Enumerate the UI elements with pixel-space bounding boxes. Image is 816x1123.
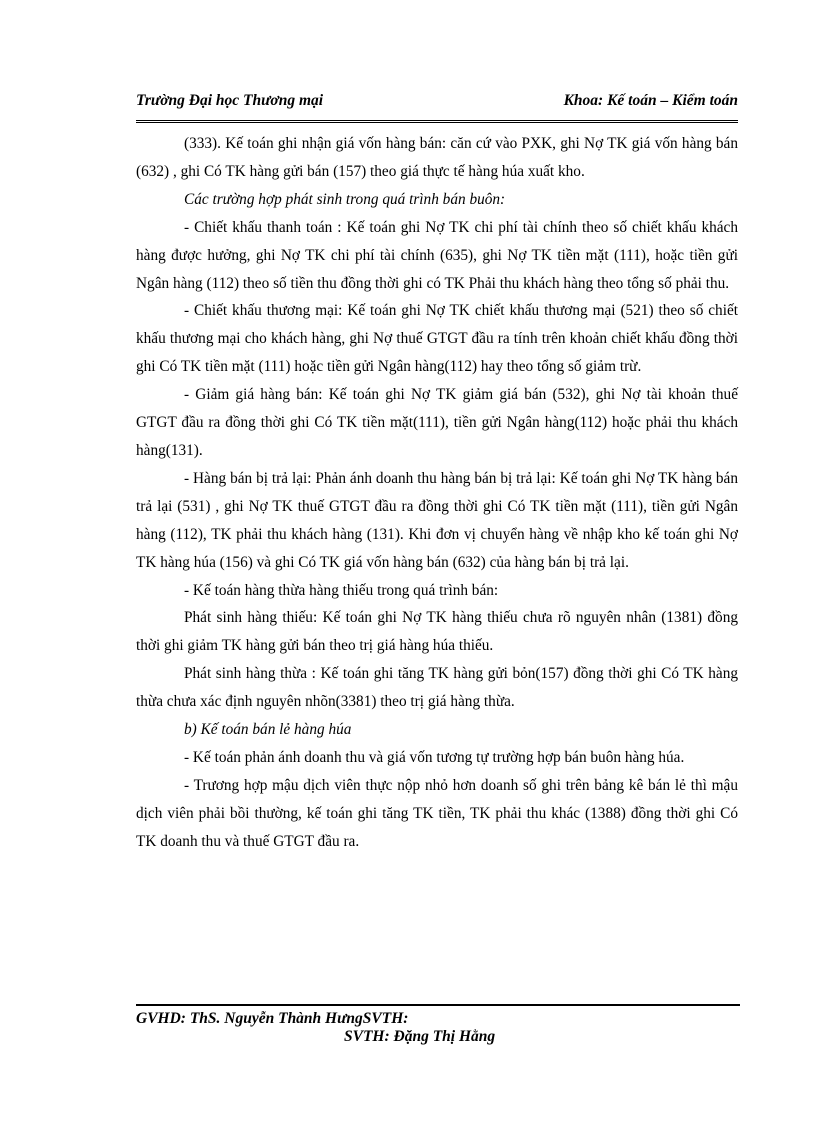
footer-supervisor: GVHD: ThS. Nguyễn Thành HưngSVTH:: [136, 1010, 409, 1027]
section-heading-retail: b) Kế toán bán lẻ hàng húa: [184, 721, 352, 739]
paragraph-payment-discount: - Chiết khấu thanh toán : Kế toán ghi Nợ TK chi phí tài chính theo số chiết khấu khách hàng được hưởng, ghi Nợ TK chi phí tài chính (635), ghi Nợ TK tiền mặt (111), hoặc tiền gửi Ngân hàng (112) theo số tiền thu đồng thời ghi có TK Phải thu khách hàng theo tổng số phải thu.: [136, 218, 738, 292]
paragraph-retail-shortfall: - Trương hợp mậu dịch viên thực nộp nhỏ hơn doanh số ghi trên bảng kê bán lẻ thì mậu dịch viên phải bồi thường, kế toán ghi tăng TK tiền, TK phải thu khác (1388) đồng thời ghi Có TK doanh thu và thuế GTGT đầu ra.: [136, 776, 738, 850]
header-faculty: Khoa: Kế toán – Kiểm toán: [563, 92, 738, 109]
footer-student: SVTH: Đặng Thị Hằng: [344, 1028, 496, 1045]
paragraph-trade-discount: - Chiết khấu thương mại: Kế toán ghi Nợ TK chiết khấu thương mại (521) theo số chiết khấu thương mại cho khách hàng, ghi Nợ thuế GTGT đầu ra tính trên khoản chiết khấu đồng thời ghi Có TK tiền mặt (111) hoặc tiền gửi Ngân hàng(112) hay theo tổng số giảm trừ.: [136, 302, 738, 376]
footer-divider: [136, 1004, 740, 1006]
paragraph-retail-revenue: - Kế toán phản ánh doanh thu và giá vốn tương tự trường hợp bán buôn hàng húa.: [184, 748, 685, 766]
paragraph-continuation: (333). Kế toán ghi nhận giá vốn hàng bán: căn cứ vào PXK, ghi Nợ TK giá vốn hàng bán (632) , ghi Có TK hàng gửi bán (157) theo giá thực tế hàng húa xuất kho.: [136, 135, 738, 180]
paragraph-surplus: Phát sinh hàng thừa : Kế toán ghi tăng TK hàng gửi bỏn(157) đồng thời ghi Có TK hàng thừa chưa xác định nguyên nhõn(3381) theo trị giá hàng thừa.: [136, 665, 738, 711]
body-text: [136, 130, 738, 856]
paragraph-surplus-shortage: - Kế toán hàng thừa hàng thiếu trong quá trình bán:: [184, 581, 499, 599]
header-school: Trường Đại học Thương mại: [136, 92, 324, 109]
section-subheading: Các trường hợp phát sinh trong quá trình bán buôn:: [184, 190, 506, 208]
paragraph-price-reduction: - Giảm giá hàng bán: Kế toán ghi Nợ TK giảm giá bán (532), ghi Nợ tài khoản thuế GTGT đầu ra đồng thời ghi Có TK tiền mặt(111), tiền gửi Ngân hàng(112) hoặc phải thu khách hàng(131).: [136, 386, 738, 459]
paragraph-returned-goods: - Hàng bán bị trả lại: Phản ánh doanh thu hàng bán bị trả lại: Kế toán ghi Nợ TK hàng bán trả lại (531) , ghi Nợ TK thuế GTGT đầu ra đồng thời ghi Có TK tiền mặt (111), tiền gửi Ngân hàng (112), TK phải thu khách hàng (131). Khi đơn vị chuyển hàng về nhập kho kế toán ghi Nợ TK hàng húa (156) và ghi Có TK giá vốn hàng bán (632) của hàng bán bị trả lại.: [136, 469, 738, 571]
paragraph-shortage: Phát sinh hàng thiếu: Kế toán ghi Nợ TK hàng thiếu chưa rõ nguyên nhân (1381) đồng thời ghi giảm TK hàng gửi bán theo trị giá hàng húa thiếu.: [136, 609, 738, 655]
page-header: [136, 88, 738, 123]
